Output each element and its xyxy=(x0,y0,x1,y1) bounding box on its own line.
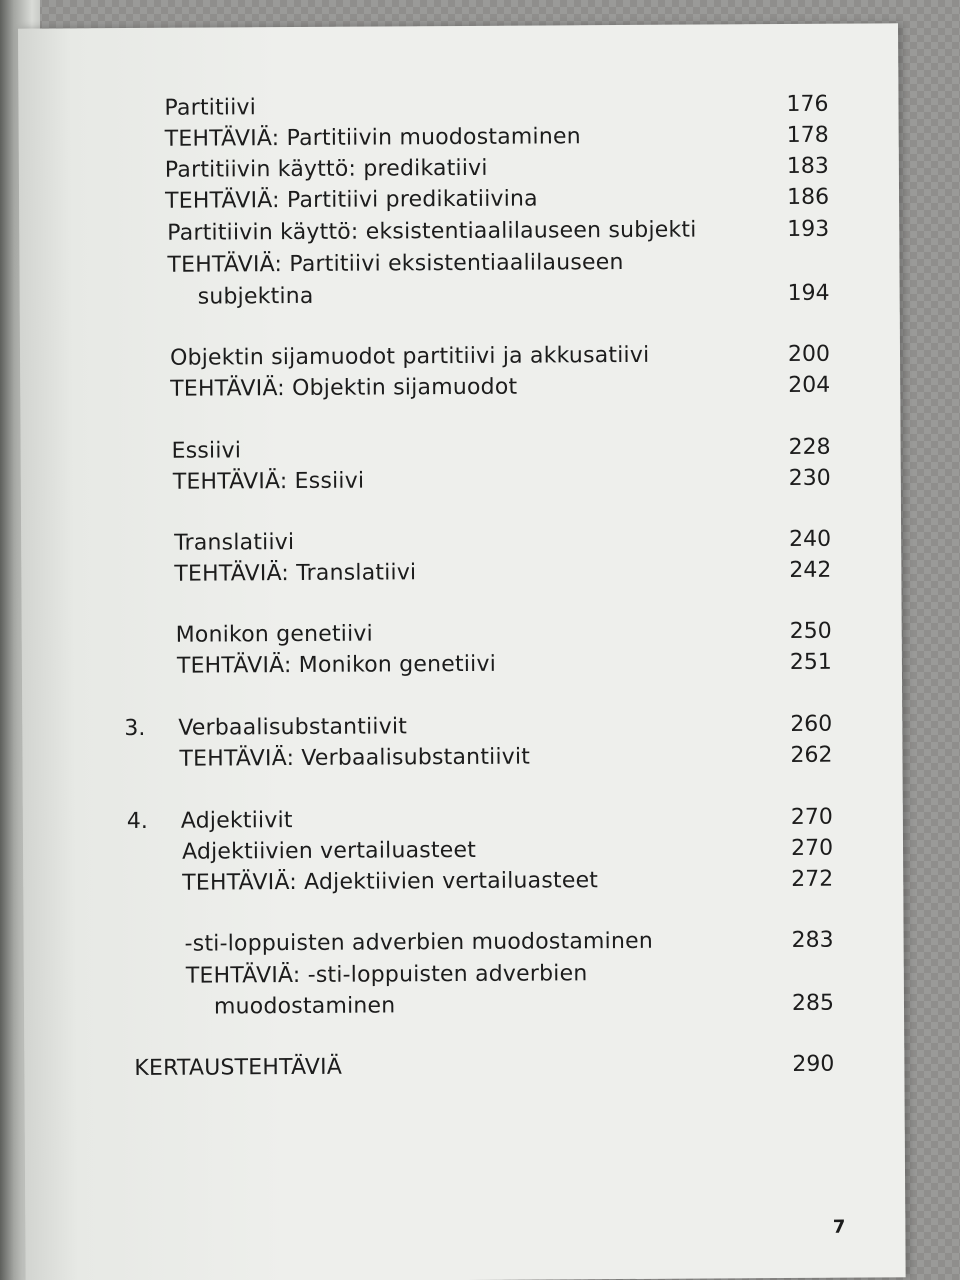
page-number: 7 xyxy=(832,1216,846,1238)
toc-entry-page: 250 xyxy=(789,618,832,644)
toc-entry-page: 290 xyxy=(792,1051,835,1077)
toc-entry xyxy=(21,465,901,504)
toc-entry-label: TEHTÄVIÄ: Partitiivi predikatiivina xyxy=(164,186,538,214)
toc-entry-label: TEHTÄVIÄ: Partitiivin muodostaminen xyxy=(164,124,581,152)
toc-entry-continuation xyxy=(24,990,904,1029)
toc-entry-label: TEHTÄVIÄ: Essiivi xyxy=(172,468,365,495)
toc-entry-label-continuation: muodostaminen xyxy=(213,993,396,1020)
toc-entry xyxy=(20,372,900,411)
toc-entry-label: TEHTÄVIÄ: Translatiivi xyxy=(174,560,417,587)
toc-entry xyxy=(23,866,903,905)
toc-entry-page: 283 xyxy=(791,927,834,953)
toc-entry-label: Objektin sijamuodot partitiivi ja akkusatiivi xyxy=(169,342,650,371)
book-page xyxy=(18,23,906,1280)
toc-entry-page: 230 xyxy=(788,465,831,491)
toc-entry-label: TEHTÄVIÄ: Objektin sijamuodot xyxy=(170,374,518,402)
toc-entry-page: 272 xyxy=(791,866,834,892)
toc-entry xyxy=(21,557,901,596)
toc-entry xyxy=(24,1051,904,1090)
toc-entry-page: 194 xyxy=(787,280,830,306)
toc-entry-page: 200 xyxy=(787,341,831,367)
toc-entry-label: TEHTÄVIÄ: -sti-loppuisten adverbien xyxy=(185,961,588,989)
toc-entry-label: Monikon genetiivi xyxy=(175,621,374,648)
toc-entry-label: -sti-loppuisten adverbien muodostaminen xyxy=(184,928,654,957)
toc-entry-label: Verbaalisubstantiivit xyxy=(178,714,408,741)
toc-entry-page: 285 xyxy=(791,990,835,1016)
toc-entry-label: Partitiivin käyttö: predikatiivi xyxy=(164,155,488,183)
toc-entry-continuation xyxy=(20,280,900,319)
toc-entry-page: 242 xyxy=(789,557,832,583)
toc-entry-label: TEHTÄVIÄ: Adjektiivien vertailuasteet xyxy=(182,868,599,896)
toc-entry-page: 228 xyxy=(788,434,831,460)
toc-entry-label: Adjektiivien vertailuasteet xyxy=(181,837,477,865)
chapter-number: 3. xyxy=(124,715,146,742)
toc-entry-page: 251 xyxy=(789,649,832,675)
toc-entry xyxy=(22,649,902,688)
toc-entry-page: 183 xyxy=(786,153,829,179)
toc-entry-page: 176 xyxy=(786,91,829,117)
toc-entry-label: TEHTÄVIÄ: Partitiivi eksistentiaalilauseen xyxy=(167,249,624,278)
chapter-number: 4. xyxy=(126,808,148,835)
toc-entry-page: 240 xyxy=(789,526,832,552)
toc-entry-label: Adjektiivit xyxy=(180,808,293,834)
toc-entry-page: 186 xyxy=(786,184,830,210)
toc-entry-label: Translatiivi xyxy=(174,530,295,556)
toc-entry-page: 178 xyxy=(786,122,829,148)
toc-entry-page: 193 xyxy=(787,216,830,242)
toc-entry-label: Essiivi xyxy=(171,438,242,464)
toc-entry-page: 260 xyxy=(790,711,833,737)
toc-entry-label: Partitiivi xyxy=(164,95,257,121)
toc-entry-page: 270 xyxy=(790,804,833,830)
toc-entry-page: 262 xyxy=(790,742,833,768)
toc-entry-label: Partitiivin käyttö: eksistentiaalilauseen subjekti xyxy=(167,217,697,246)
toc-entry-label: KERTAUSTEHTÄVIÄ xyxy=(134,1054,343,1081)
toc-entry-page: 270 xyxy=(790,835,834,861)
toc-entry-label: TEHTÄVIÄ: Monikon genetiivi xyxy=(176,651,497,679)
toc-entry-page: 204 xyxy=(788,372,831,398)
toc-entry-label-continuation: subjektina xyxy=(197,283,314,310)
toc-entry xyxy=(22,742,902,781)
toc-entry-label: TEHTÄVIÄ: Verbaalisubstantiivit xyxy=(179,744,531,772)
